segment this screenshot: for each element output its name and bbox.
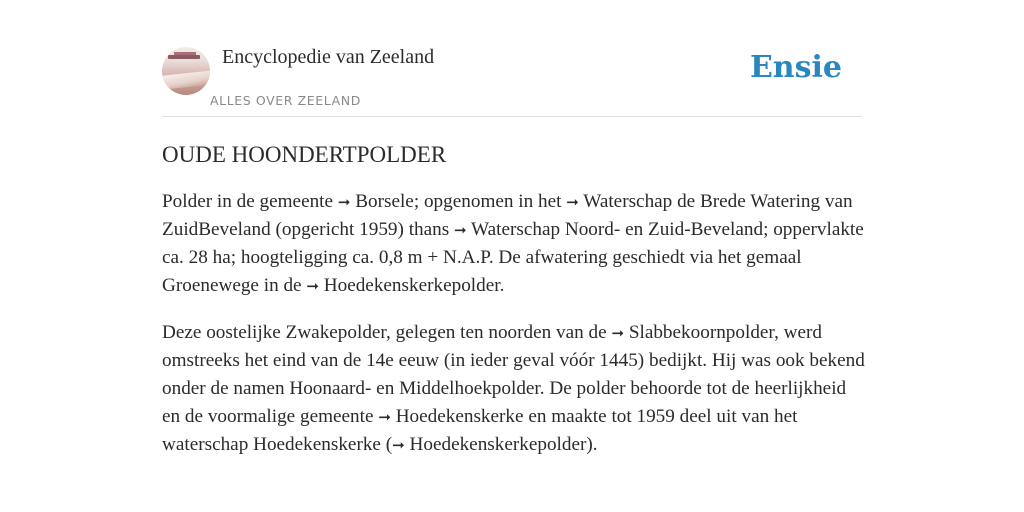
paragraph-1	[162, 188, 866, 300]
text: .	[499, 275, 505, 296]
site-tagline: ALLES OVER ZEELAND	[210, 93, 361, 108]
arrow-icon: ➞	[392, 436, 405, 454]
text: Polder in de gemeente	[162, 191, 338, 212]
ensie-brand-link[interactable]: Ensie	[749, 50, 842, 85]
ref-label: Borsele	[355, 191, 414, 212]
text: (opgericht 1959) thans	[270, 219, 455, 240]
arrow-icon: ➞	[454, 221, 467, 239]
text: , werd omstreeks het eind van de 14e eeuw (in ieder geval vóór 1445) bedijkt. Hij was ook bekend onder de namen Hoonaard- en Middelhoekpolder. De polder behoorde tot de heerlijkheid en de voormalige gemeente	[162, 322, 865, 427]
ref-label: Hoedekenskerke	[395, 406, 524, 427]
arrow-icon: ➞	[337, 193, 351, 211]
site-header	[162, 44, 862, 117]
ref-label: Waterschap de Brede Watering van ZuidBeveland	[162, 191, 853, 240]
arrow-icon: ➞	[378, 408, 391, 426]
arrow-icon: ➞	[306, 277, 319, 295]
ref-link-hoedekenskerkepolder-2[interactable]	[392, 434, 586, 455]
text: Deze oostelijke Zwakepolder, gelegen ten noorden van de	[162, 322, 612, 343]
text: en maakte tot 1959 deel uit van het waterschap Hoedekenskerke (	[162, 406, 798, 455]
ref-link-borsele[interactable]	[338, 191, 414, 212]
ref-label: Hoedekenskerkepolder	[409, 434, 587, 455]
article	[162, 138, 866, 459]
ref-link-waterschap-noord-zuid-beveland[interactable]	[454, 219, 763, 240]
ref-link-slabbekoornpolder[interactable]	[611, 322, 774, 343]
text: ).	[586, 434, 598, 455]
site-logo-avatar[interactable]	[162, 47, 210, 95]
ref-label: Slabbekoornpolder	[628, 322, 775, 343]
arrow-icon: ➞	[566, 193, 579, 211]
ref-label: Hoedekenskerkepolder	[323, 275, 500, 296]
entry-title: OUDE HOONDERTPOLDER	[162, 142, 447, 167]
paragraph-2	[162, 319, 866, 459]
text: ; oppervlakte ca. 28 ha; hoogteligging ca. 0,8 m + N.A.P. De afwatering geschiedt via het gemaal Groenewege in de	[162, 219, 864, 296]
ref-link-hoedekenskerke[interactable]	[378, 406, 523, 427]
arrow-icon: ➞	[611, 324, 625, 342]
ref-label: Waterschap Noord- en Zuid-Beveland	[471, 219, 764, 240]
ref-link-hoedekenskerkepolder[interactable]	[306, 275, 499, 296]
site-title[interactable]: Encyclopedie van Zeeland	[222, 46, 435, 68]
text: ; opgenomen in het	[413, 191, 567, 212]
